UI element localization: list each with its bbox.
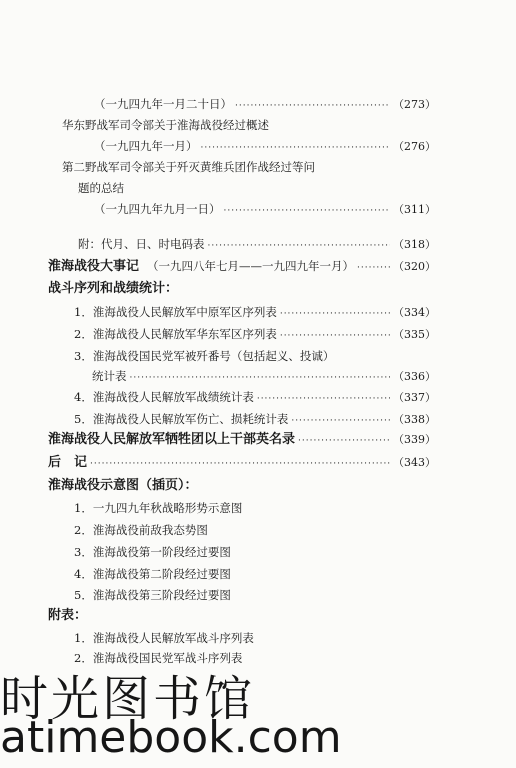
toc-entry bbox=[48, 455, 436, 472]
toc-entry bbox=[78, 180, 124, 196]
toc-entry-subtitle: （一九四八年七月——一九四九年一月） bbox=[147, 259, 355, 273]
toc-entry-text: 3．淮海战役第一阶段经过要图 bbox=[74, 545, 231, 559]
toc-entry-text: 华东野战军司令部关于淮海战役经过概述 bbox=[62, 118, 269, 132]
toc-entry bbox=[74, 544, 231, 560]
toc-page-number: （273） bbox=[393, 98, 436, 111]
toc-entry bbox=[62, 117, 269, 133]
toc-entry bbox=[74, 630, 254, 646]
toc-page-number: （339） bbox=[393, 433, 436, 446]
toc-entry bbox=[74, 566, 231, 582]
toc-entry bbox=[78, 236, 436, 254]
toc-page-number: （318） bbox=[393, 238, 436, 251]
toc-entry bbox=[94, 201, 436, 219]
toc-section-heading bbox=[48, 281, 178, 297]
toc-page-number: （336） bbox=[393, 370, 436, 383]
toc-entry bbox=[74, 348, 334, 364]
toc-entry bbox=[74, 522, 208, 538]
toc-page-number: （276） bbox=[393, 140, 436, 153]
leader-dots bbox=[280, 328, 390, 344]
toc-entry-text: 4．淮海战役人民解放军战绩统计表 bbox=[74, 390, 254, 404]
toc-entry-text: 5．淮海战役人民解放军伤亡、损耗统计表 bbox=[74, 412, 289, 426]
toc-page-number: （335） bbox=[393, 328, 436, 341]
toc-entry-text: 第二野战军司令部关于歼灭黄维兵团作战经过等问 bbox=[62, 160, 315, 174]
leader-dots bbox=[357, 260, 390, 276]
toc-entry bbox=[94, 138, 436, 156]
toc-entry bbox=[48, 432, 436, 449]
toc-entry-text: 淮海战役大事记 bbox=[48, 259, 140, 274]
toc-page-number: （311） bbox=[393, 203, 436, 216]
toc-entry-text: 1．一九四九年秋战略形势示意图 bbox=[74, 501, 243, 515]
toc-page-number: （337） bbox=[393, 391, 436, 404]
leader-dots bbox=[90, 456, 390, 472]
leader-dots bbox=[201, 140, 391, 156]
toc-entry bbox=[74, 587, 231, 603]
leader-dots bbox=[208, 238, 391, 254]
toc-entry bbox=[74, 411, 436, 429]
toc-entry bbox=[74, 304, 436, 322]
toc-entry bbox=[74, 500, 242, 516]
toc-entry-text: 战斗序列和战绩统计： bbox=[48, 281, 179, 296]
toc-page-number: （338） bbox=[393, 413, 436, 426]
leader-dots bbox=[130, 370, 391, 386]
toc-entry-text: 5．淮海战役第三阶段经过要图 bbox=[74, 588, 231, 602]
toc-page-number: （320） bbox=[393, 260, 436, 273]
toc-page-number: （334） bbox=[393, 306, 436, 319]
leader-dots bbox=[257, 391, 390, 407]
leader-dots bbox=[291, 413, 390, 429]
leader-dots bbox=[298, 433, 390, 449]
toc-entry-text: 2．淮海战役人民解放军华东军区序列表 bbox=[74, 327, 277, 341]
toc-section-heading bbox=[48, 608, 87, 624]
leader-dots bbox=[224, 203, 391, 219]
toc-entry-text: 1．淮海战役人民解放军战斗序列表 bbox=[74, 631, 254, 645]
toc-entry-text: 3．淮海战役国民党军被歼番号（包括起义、投诚） bbox=[74, 349, 335, 363]
toc-entry-text: 统计表 bbox=[92, 369, 127, 383]
toc-entry-text: 题的总结 bbox=[78, 181, 124, 195]
toc-entry-text: 附：代月、日、时电码表 bbox=[78, 237, 205, 251]
toc-entry-text: 2．淮海战役国民党军战斗序列表 bbox=[74, 651, 243, 665]
toc-entry bbox=[74, 326, 436, 344]
toc-entry-text: 2．淮海战役前敌我态势图 bbox=[74, 523, 208, 537]
toc-entry bbox=[62, 159, 315, 175]
toc-entry-text: 淮海战役示意图（插页）： bbox=[48, 478, 198, 493]
toc-entry-text: （一九四九年一月） bbox=[94, 139, 198, 153]
toc-entry bbox=[94, 96, 436, 114]
leader-dots bbox=[235, 98, 390, 114]
watermark-title: 时光图书馆 bbox=[0, 671, 256, 727]
toc-section-heading bbox=[48, 478, 198, 494]
watermark-url: atimebook.com bbox=[0, 712, 342, 763]
toc-page-number: （343） bbox=[393, 456, 436, 469]
leader-dots bbox=[280, 306, 390, 322]
toc-entry bbox=[92, 368, 436, 386]
toc-entry bbox=[48, 258, 436, 276]
toc-entry-text: （一九四九年一月二十日） bbox=[94, 97, 232, 111]
toc-entry-text: 1．淮海战役人民解放军中原军区序列表 bbox=[74, 305, 277, 319]
toc-entry-text: 4．淮海战役第二阶段经过要图 bbox=[74, 567, 231, 581]
toc-entry-text: 附表： bbox=[48, 608, 88, 623]
toc-entry-text: 后 记 bbox=[48, 455, 88, 470]
toc-entry-text: 淮海战役人民解放军牺牲团以上干部英名录 bbox=[48, 432, 296, 447]
toc-entry-text: （一九四九年九月一日） bbox=[94, 202, 221, 216]
toc-entry bbox=[74, 389, 436, 407]
